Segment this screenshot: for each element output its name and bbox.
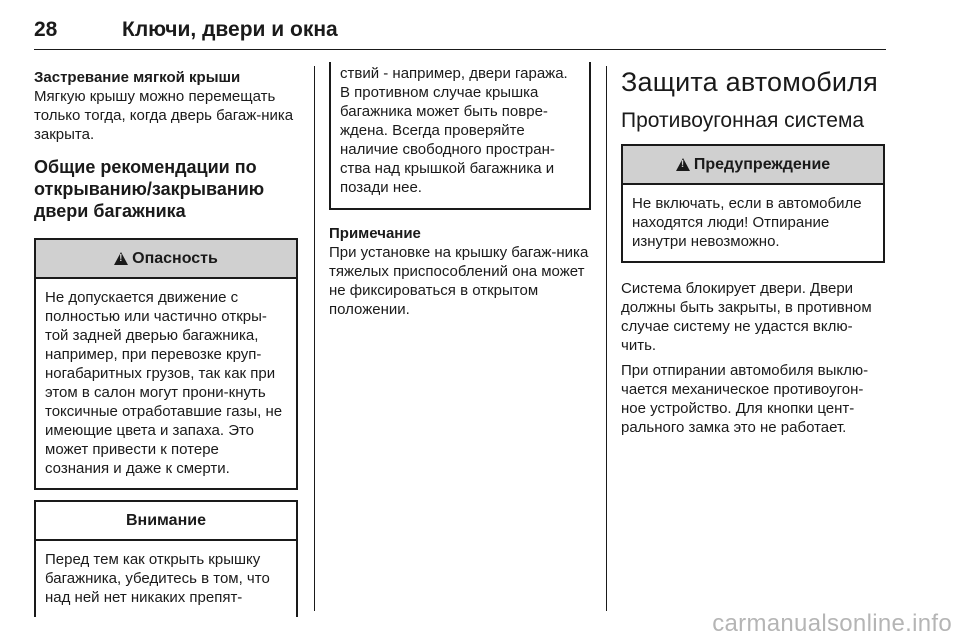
danger-box-title: Опасность — [132, 249, 218, 267]
caution-box-title: Внимание — [126, 511, 206, 529]
sub-title: Противоугонная система — [621, 109, 865, 132]
paragraph-unlocking: При отпирании автомобиля выклю-чается механическое противоугон-ное устройство. Для кнопки цент-рального замка это не работает. — [621, 362, 869, 436]
page-header — [34, 6, 886, 50]
danger-box — [34, 238, 298, 490]
danger-box-text: Не допускается движение с полностью или частично откры-той задней дверью багажника, например, при перевозке круп-ногабаритных грузов, так как при этом в салон могут прони-кнуть токсичные отработавшие газы, не имеющие цвета и запаха. Это может привести к потере сознания и даже к смерти. — [45, 289, 283, 477]
column-divider-1 — [314, 66, 315, 611]
danger-box-header — [36, 240, 296, 279]
main-title: Защита автомобиля — [621, 67, 878, 97]
page-number: 28 — [34, 18, 58, 41]
paragraph-system-locks: Система блокирует двери. Двери должны быть закрыты, в противном случае систему не удастся вклю-чить. — [621, 280, 872, 354]
column-3 — [621, 66, 885, 437]
warning-triangle-icon — [676, 158, 690, 171]
warning-box-title: Предупреждение — [693, 155, 831, 173]
caution-box-header — [36, 502, 296, 541]
note-title: Примечание — [329, 225, 421, 242]
subheading-soft-top: Застревание мягкой крыши — [34, 69, 241, 86]
section-title-tailgate: Общие рекомендации по открыванию/закрыванию двери багажника — [34, 157, 265, 221]
column-2 — [329, 66, 591, 319]
warning-box — [621, 144, 885, 263]
column-1 — [34, 66, 298, 617]
chapter-title: Ключи, двери и окна — [122, 18, 338, 41]
warning-box-text: Не включать, если в автомобиле находятся люди! Отпирание изнутри невозможно. — [632, 195, 862, 250]
column-divider-2 — [606, 66, 607, 611]
caution-box — [34, 500, 298, 617]
warning-triangle-icon — [114, 252, 128, 265]
watermark: carmanualsonline.info — [712, 610, 952, 637]
caution-box-text: Перед тем как открыть крышку багажника, убедитесь в том, что над ней нет никаких препят- — [45, 551, 270, 606]
paragraph-soft-top: Мягкую крышу можно перемещать только тогда, когда дверь багаж-ника закрыта. — [34, 88, 294, 143]
warning-box-header — [623, 146, 883, 185]
note-text: При установке на крышку багаж-ника тяжелых приспособлений она может не фиксироваться в открытом положении. — [329, 244, 589, 318]
caution-box-continued: ствий - например, двери гаража. В противном случае крышка багажника может быть повре-ждена. Всегда проверяйте наличие свободного простран-ства над крышкой багажника и позади нее. — [329, 62, 591, 210]
